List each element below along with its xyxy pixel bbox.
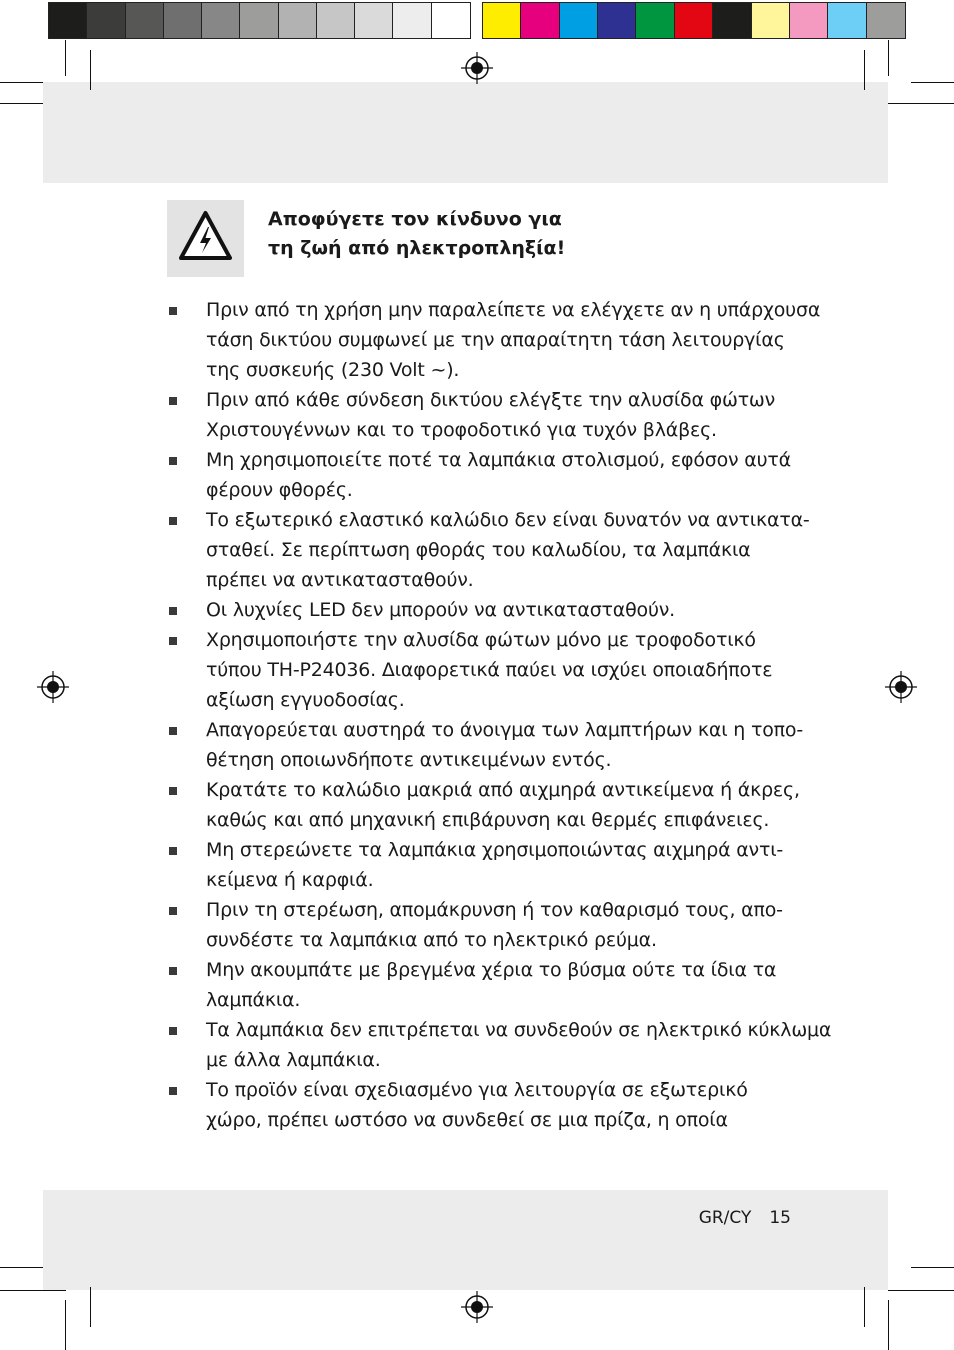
list-item-line: Πριν από τη χρήση μην παραλείπετε να ελέγχετε αν η υπάρχουσα	[206, 299, 821, 321]
list-item	[166, 775, 806, 835]
bullet-square-icon	[169, 637, 177, 645]
color-swatch	[752, 3, 790, 38]
safety-instructions-list	[166, 295, 832, 1135]
list-item-line: Το προϊόν είναι σχεδιασμένο για λειτουργία σε εξωτερικό	[206, 1079, 748, 1101]
color-swatch	[636, 3, 674, 38]
registration-mark-icon	[461, 52, 493, 84]
bullet-square-icon	[169, 967, 177, 975]
list-item	[166, 955, 806, 1015]
color-swatch	[432, 3, 470, 38]
grayscale-color-bar	[48, 2, 471, 39]
list-item-line: Χριστουγέννων και το τροφοδοτικό για τυχόν βλάβες.	[206, 419, 717, 441]
list-item-line: τάση δικτύου συμφωνεί με την απαραίτητη τάση λειτουργίας	[206, 329, 785, 351]
list-item-line: λαμπάκια.	[206, 989, 301, 1011]
registration-mark-icon	[37, 671, 69, 703]
list-item-line: Μη χρησιμοποιείτε ποτέ τα λαμπάκια στολισμού, εφόσον αυτά	[206, 449, 791, 471]
list-item	[166, 445, 806, 505]
header-band	[43, 82, 888, 183]
list-item	[166, 1015, 832, 1075]
color-swatch	[317, 3, 355, 38]
color-swatch	[393, 3, 431, 38]
list-item	[166, 625, 806, 715]
color-swatch	[867, 3, 905, 38]
list-item-line: αξίωση εγγυοδοσίας.	[206, 689, 405, 711]
color-swatch	[279, 3, 317, 38]
color-swatch	[828, 3, 866, 38]
high-voltage-warning-icon	[167, 200, 244, 277]
list-item-line: Πριν από κάθε σύνδεση δικτύου ελέγξτε την αλυσίδα φώτων	[206, 389, 776, 411]
list-item-line: Μην ακουμπάτε με βρεγμένα χέρια το βύσμα ούτε τα ίδια τα	[206, 959, 777, 981]
list-item-line: Πριν τη στερέωση, απομάκρυνση ή τον καθαρισμό τους, απο-	[206, 899, 783, 921]
list-item	[166, 505, 810, 595]
bullet-square-icon	[169, 1027, 177, 1035]
bullet-square-icon	[169, 457, 177, 465]
list-item-line: της συσκευής (230 Volt ~).	[206, 359, 460, 381]
list-item-line: κείμενα ή καρφιά.	[206, 869, 374, 891]
list-item	[166, 595, 806, 625]
bullet-square-icon	[169, 517, 177, 525]
list-item-line: χώρο, πρέπει ωστόσο να συνδεθεί σε μια πρίζα, η οποία	[206, 1109, 728, 1131]
page-number: 15	[769, 1208, 791, 1228]
color-swatch	[713, 3, 751, 38]
list-item	[166, 1075, 806, 1135]
color-swatch	[164, 3, 202, 38]
list-item-line: πρέπει να αντικατασταθούν.	[206, 569, 474, 591]
bullet-square-icon	[169, 727, 177, 735]
color-swatch	[240, 3, 278, 38]
list-item-line: συνδέστε τα λαμπάκια από το ηλεκτρικό ρεύμα.	[206, 929, 657, 951]
cmyk-color-bar	[482, 2, 906, 39]
bullet-square-icon	[169, 847, 177, 855]
warning-title-line: Αποφύγετε τον κίνδυνο για	[268, 208, 562, 230]
list-item-line: σταθεί. Σε περίπτωση φθοράς του καλωδίου, τα λαμπάκια	[206, 539, 751, 561]
registration-mark-icon	[461, 1291, 493, 1323]
locale-label: GR/CY	[698, 1208, 752, 1228]
list-item-line: Το εξωτερικό ελαστικό καλώδιο δεν είναι δυνατόν να αντικατα-	[206, 509, 810, 531]
color-swatch	[483, 3, 521, 38]
color-swatch	[675, 3, 713, 38]
registration-mark-icon	[885, 671, 917, 703]
bullet-square-icon	[169, 787, 177, 795]
footer-band	[43, 1190, 888, 1290]
color-swatch	[87, 3, 125, 38]
color-swatch	[598, 3, 636, 38]
warning-icon-box	[167, 200, 244, 277]
list-item-line: με άλλα λαμπάκια.	[206, 1049, 381, 1071]
color-swatch	[202, 3, 240, 38]
bullet-square-icon	[169, 307, 177, 315]
warning-title	[268, 205, 688, 263]
list-item-line: Χρησιμοποιήστε την αλυσίδα φώτων μόνο με τροφοδοτικό	[206, 629, 756, 651]
list-item	[166, 895, 806, 955]
list-item-line: Οι λυχνίες LED δεν μπορούν να αντικατασταθούν.	[206, 599, 676, 621]
color-swatch	[560, 3, 598, 38]
list-item-line: Κρατάτε το καλώδιο μακριά από αιχμηρά αντικείμενα ή άκρες,	[206, 779, 800, 801]
list-item-line: Απαγορεύεται αυστηρά το άνοιγμα των λαμπτήρων και η τοπο-	[206, 719, 803, 741]
bullet-square-icon	[169, 907, 177, 915]
bullet-square-icon	[169, 397, 177, 405]
list-item-line: τύπου TH-P24036. Διαφορετικά παύει να ισχύει οποιαδήποτε	[206, 659, 773, 681]
bullet-square-icon	[169, 607, 177, 615]
color-swatch	[521, 3, 559, 38]
list-item	[166, 295, 821, 385]
color-swatch	[355, 3, 393, 38]
list-item	[166, 835, 806, 895]
list-item-line: Τα λαμπάκια δεν επιτρέπεται να συνδεθούν σε ηλεκτρικό κύκλωμα	[206, 1019, 832, 1041]
list-item-line: θέτηση οποιωνδήποτε αντικειμένων εντός.	[206, 749, 612, 771]
color-swatch	[126, 3, 164, 38]
list-item	[166, 385, 806, 445]
list-item-line: φέρουν φθορές.	[206, 479, 353, 501]
list-item	[166, 715, 806, 775]
list-item-line: καθώς και από μηχανική επιβάρυνση και θερμές επιφάνειες.	[206, 809, 770, 831]
page-footer	[699, 1208, 791, 1228]
list-item-line: Μη στερεώνετε τα λαμπάκια χρησιμοποιώντας αιχμηρά αντι-	[206, 839, 784, 861]
color-swatch	[49, 3, 87, 38]
warning-title-line: τη ζωή από ηλεκτροπληξία!	[268, 237, 566, 259]
bullet-square-icon	[169, 1087, 177, 1095]
color-swatch	[790, 3, 828, 38]
